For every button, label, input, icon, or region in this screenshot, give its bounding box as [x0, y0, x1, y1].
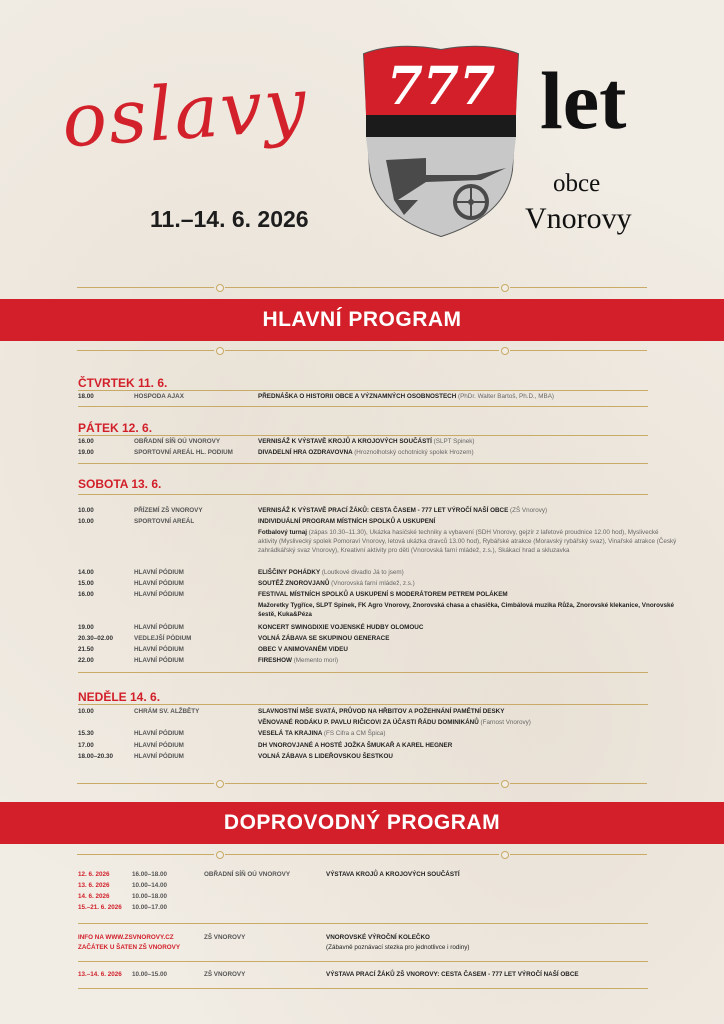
last-place: ZŠ VNOROVY: [204, 971, 246, 978]
coat-of-arms-icon: [356, 40, 526, 240]
info-place: ZŠ VNOROVY: [204, 934, 246, 941]
exhibition-date: 13. 6. 2026: [78, 882, 110, 889]
last-event: VÝSTAVA PRACÍ ŽÁKŮ ZŠ VNOROVY: CESTA ČASEM - 777 LET VÝROČÍ NAŠÍ OBCE: [326, 971, 579, 978]
last-date: 13.–14. 6. 2026: [78, 971, 122, 978]
ornament-divider: [77, 779, 647, 789]
info-start: ZAČÁTEK U ŠATEN ZŠ VNOROVY: [78, 944, 181, 951]
ornament-divider: [77, 346, 647, 356]
exhibition-date: 14. 6. 2026: [78, 893, 110, 900]
main-program-banner: HLAVNÍ PROGRAM: [0, 299, 724, 341]
day-title-thursday: ČTVRTEK 11. 6.: [78, 376, 168, 390]
day-rule: [78, 494, 648, 495]
info-event: VNOROVSKÉ VÝROČNÍ KOLEČKO: [326, 934, 430, 941]
day-rule: [78, 435, 648, 436]
side-rule: [78, 961, 648, 962]
event-dates: 11.–14. 6. 2026: [150, 206, 309, 232]
info-note: (Zábavně poznávací stezka pro jednotlivce i rodiny): [326, 944, 470, 951]
side-rule: [78, 923, 648, 924]
shield-number: 777: [386, 56, 496, 117]
exhibition-time: 16.00–18.00: [132, 871, 168, 878]
exhibition-place: OBŘADNÍ SÍŇ OÚ VNOROVY: [204, 871, 291, 878]
side-rule: [78, 988, 648, 989]
ornament-divider: [77, 850, 647, 860]
ornament-divider: [77, 283, 647, 293]
title-vnorovy: Vnorovy: [525, 202, 632, 235]
title-let: let: [540, 55, 627, 146]
exhibition-event: VÝSTAVA KROJŮ A KROJOVÝCH SOUČÁSTÍ: [326, 871, 460, 878]
title-obce: obce: [553, 170, 601, 197]
day-rule: [78, 463, 648, 464]
exhibition-date: 15.–21. 6. 2026: [78, 904, 122, 911]
exhibition-time: 10.00–18.00: [132, 893, 168, 900]
exhibition-time: 10.00–14.00: [132, 882, 168, 889]
exhibition-date: 12. 6. 2026: [78, 871, 110, 878]
day-title-friday: PÁTEK 12. 6.: [78, 421, 153, 435]
day-rule: [78, 704, 648, 705]
day-title-sunday: NEDĚLE 14. 6.: [78, 690, 161, 704]
exhibition-time: 10.00–17.00: [132, 904, 168, 911]
day-rule: [78, 406, 648, 407]
day-rule: [78, 390, 648, 391]
last-time: 10.00–15.00: [132, 971, 168, 978]
day-rule: [78, 672, 648, 673]
info-link[interactable]: INFO NA WWW.ZSVNOROVY.CZ: [78, 934, 174, 941]
day-title-saturday: SOBOTA 13. 6.: [78, 477, 162, 491]
title-oslavy: oslavy: [59, 61, 311, 165]
side-program-banner: DOPROVODNÝ PROGRAM: [0, 802, 724, 844]
